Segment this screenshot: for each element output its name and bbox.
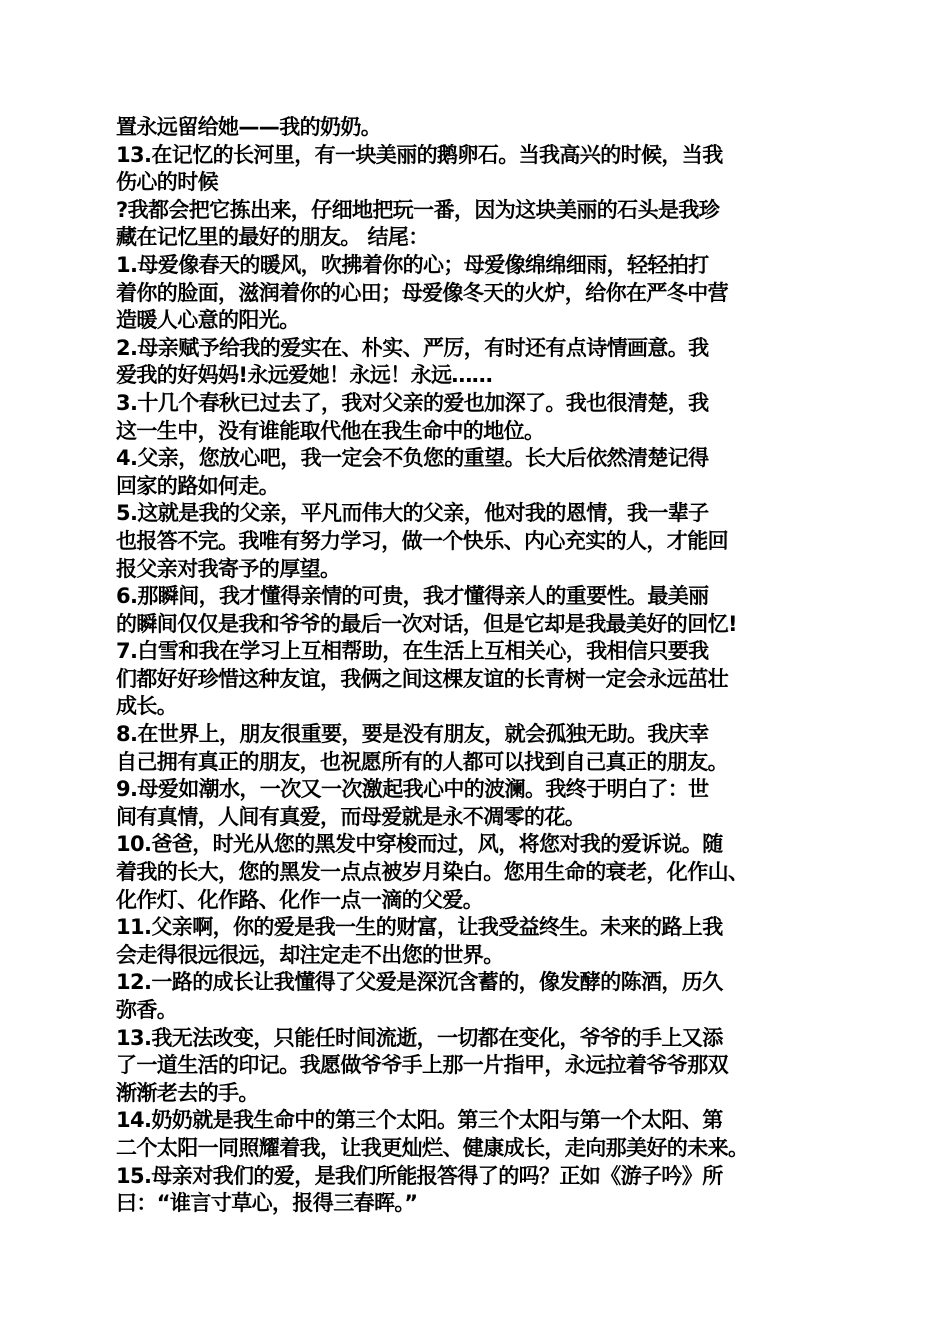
text-line: 13.在记忆的长河里，有一块美丽的鹅卵石。当我高兴的时候，当我 [116, 142, 723, 167]
text-line: 成长。 [116, 694, 178, 719]
text-line: 8.在世界上，朋友很重要，要是没有朋友，就会孤独无助。我庆幸 [116, 722, 709, 747]
text-line: 14.奶奶就是我生命中的第三个太阳。第三个太阳与第一个太阳、第 [116, 1108, 723, 1133]
text-line: 造暖人心意的阳光。 [116, 308, 300, 333]
text-line: 13.我无法改变，只能任时间流逝，一切都在变化，爷爷的手上又添 [116, 1025, 723, 1050]
text-line: 伤心的时候 [116, 170, 218, 195]
text-line: 3.十几个春秋已过去了，我对父亲的爱也加深了。我也很清楚，我 [116, 390, 709, 415]
text-line: 二个太阳一同照耀着我，让我更灿烂、健康成长，走向那美好的未来。 [116, 1135, 749, 1160]
text-line: 置永远留给她——我的奶奶。 [116, 115, 382, 139]
text-line: 弥香。 [116, 998, 178, 1022]
text-line: 藏在记忆里的最好的朋友。 结尾： [116, 225, 429, 250]
text-line: 们都好好珍惜这种友谊，我俩之间这棵友谊的长青树一定会永远茁壮 [116, 666, 728, 691]
text-line: 6.那瞬间，我才懂得亲情的可贵，我才懂得亲人的重要性。最美丽 [116, 584, 709, 609]
text-line: 10.爸爸，时光从您的黑发中穿梭而过，风，将您对我的爱诉说。随 [116, 832, 723, 857]
text-line: 这一生中，没有谁能取代他在我生命中的地位。 [116, 418, 545, 443]
text-line: 间有真情，人间有真爱，而母爱就是永不凋零的花。 [116, 804, 586, 829]
text-line: 化作灯、化作路、化作一点一滴的父爱。 [116, 887, 484, 912]
document-body [116, 114, 856, 1218]
text-line: 4.父亲，您放心吧，我一定会不负您的重望。长大后依然清楚记得 [116, 446, 709, 471]
text-line: 7.白雪和我在学习上互相帮助，在生活上互相关心，我相信只要我 [116, 639, 709, 664]
text-line: ?我都会把它拣出来，仔细地把玩一番，因为这块美丽的石头是我珍 [116, 197, 720, 222]
text-line: 着我的长大，您的黑发一点点被岁月染白。您用生命的衰老，化作山、 [116, 860, 749, 885]
text-line: 1.母爱像春天的暖风，吹拂着你的心；母爱像绵绵细雨，轻轻拍打 [116, 252, 709, 277]
text-line: 渐渐老去的手。 [116, 1080, 259, 1105]
text-line: 也报答不完。我唯有努力学习，做一个快乐、内心充实的人，才能回 [116, 528, 728, 553]
text-line: 的瞬间仅仅是我和爷爷的最后一次对话，但是它却是我最美好的回忆! [116, 611, 737, 636]
text-line: 15.母亲对我们的爱，是我们所能报答得了的吗？正如《游子吟》所 [116, 1163, 723, 1188]
text-line: 报父亲对我寄予的厚望。 [116, 556, 341, 581]
text-line: 2.母亲赋予给我的爱实在、朴实、严厉，有时还有点诗情画意。我 [116, 335, 709, 360]
text-line: 着你的脸面，滋润着你的心田；母爱像冬天的火炉，给你在严冬中营 [116, 280, 728, 305]
text-line: 11.父亲啊，你的爱是我一生的财富，让我受益终生。未来的路上我 [116, 915, 723, 940]
text-line: 了一道生活的印记。我愿做爷爷手上那一片指甲，永远拉着爷爷那双 [116, 1053, 728, 1078]
text-line: 12.一路的成长让我懂得了父爱是深沉含蓄的，像发酵的陈酒，历久 [116, 970, 723, 995]
text-line: 曰：“谁言寸草心，报得三春晖。” [116, 1191, 418, 1216]
text-line: 5.这就是我的父亲，平凡而伟大的父亲，他对我的恩情，我一辈子 [116, 501, 709, 526]
text-line: 爱我的好妈妈!永远爱她！永远！永远…… [116, 363, 493, 388]
text-line: 会走得很远很远，却注定走不出您的世界。 [116, 942, 504, 967]
text-line: 自己拥有真正的朋友，也祝愿所有的人都可以找到自己真正的朋友。 [116, 749, 728, 774]
text-line: 回家的路如何走。 [116, 473, 280, 498]
text-line: 9.母爱如潮水，一次又一次激起我心中的波澜。我终于明白了：世 [116, 777, 709, 802]
